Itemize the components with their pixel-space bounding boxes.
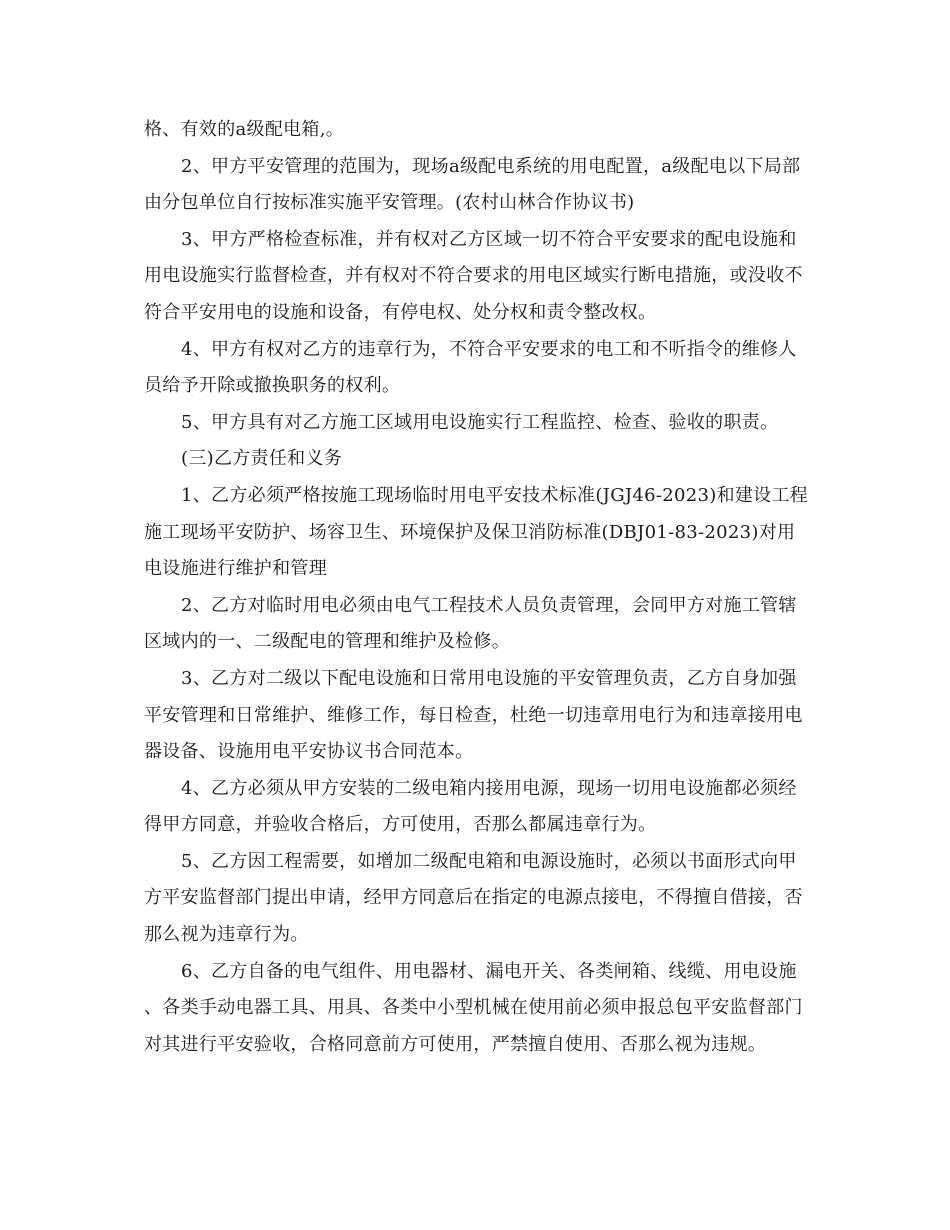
- paragraph-continuation: 格、有效的a级配电箱,。: [144, 119, 345, 140]
- paragraph-party-b-5: 5、乙方因工程需要，如增加二级配电箱和电源设施时，必须以书面形式向甲方平安监督部门提出申请，经甲方同意后在指定的电源点接电，不得擅自借接，否那么视为违章行为。: [144, 850, 803, 946]
- paragraph-item-3: 3、甲方严格检查标准，并有权对乙方区域一切不符合平安要求的配电设施和用电设施实行监督检查，并有权对不符合要求的用电区域实行断电措施，或没收不符合平安用电的设施和设备，有停电权、处分权和责令整改权。: [144, 228, 803, 323]
- paragraph-item-2: 2、甲方平安管理的范围为，现场a级配电系统的用电配置，a级配电以下局部由分包单位自行按标准实施平安管理。(农村山林合作协议书): [144, 155, 801, 214]
- paragraph-item-5: 5、甲方具有对乙方施工区域用电设施实行工程监控、检查、验收的职责。: [181, 411, 779, 433]
- paragraph-party-b-2: 2、乙方对临时用电必须由电气工程技术人员负责管理，会同甲方对施工管辖区域内的一、二级配电的管理和维护及检修。: [144, 594, 797, 653]
- paragraph-party-b-6: 6、乙方自备的电气组件、用电器材、漏电开关、各类闸箱、线缆、用电设施、各类手动电器工具、用具、各类中小型机械在使用前必须申报总包平安监督部门对其进行平安验收，合格同意前方可使用，严禁擅自使用、否那么视为违规。: [144, 960, 803, 1055]
- section-heading: (三)乙方责任和义务: [181, 448, 343, 470]
- paragraph-party-b-3: 3、乙方对二级以下配电设施和日常用电设施的平安管理负责，乙方自身加强平安管理和日常维护、维修工作，每日检查，杜绝一切违章用电行为和违章接用电器设备、设施用电平安协议书合同范本。: [144, 667, 803, 763]
- paragraph-item-4: 4、甲方有权对乙方的违章行为，不符合平安要求的电工和不听指令的维修人员给予开除或撤换职务的权利。: [144, 338, 797, 397]
- paragraph-party-b-1: 1、乙方必须严格按施工现场临时用电平安技术标准(JGJ46-2023)和建设工程施工现场平安防护、场容卫生、环境保护及保卫消防标准(DBJ01-83-2023)对用电设施进行维护和管理: [144, 484, 809, 580]
- document-page: [144, 112, 809, 1063]
- paragraph-party-b-4: 4、乙方必须从甲方安装的二级电箱内接用电源，现场一切用电设施都必须经得甲方同意，并验收合格后，方可使用，否那么都属违章行为。: [144, 777, 797, 836]
